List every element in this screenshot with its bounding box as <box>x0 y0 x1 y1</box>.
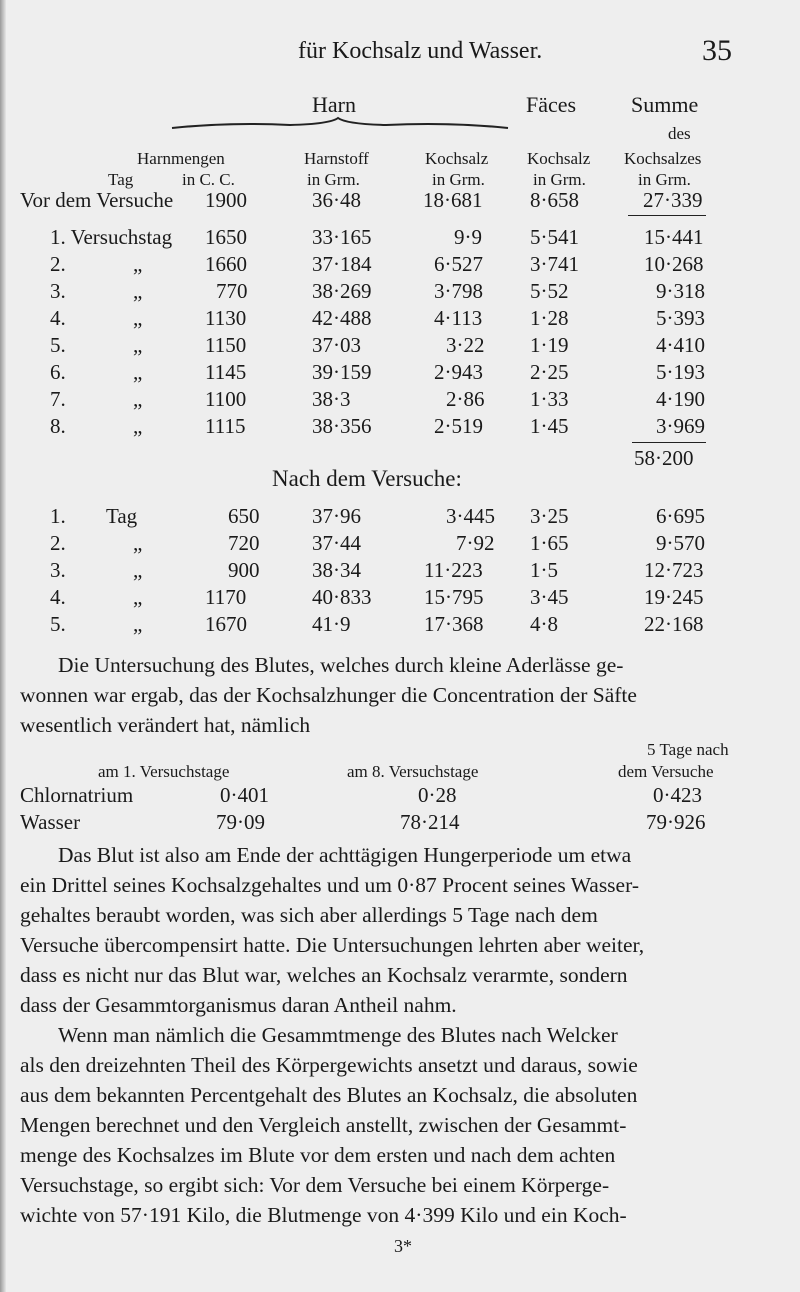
text-line: gehaltes beraubt worden, was sich aber allerdings 5 Tage nach dem <box>20 903 598 927</box>
col-header-in-cc: in C. C. <box>182 170 235 189</box>
underline-sum-total <box>632 442 706 443</box>
text-line: aus dem bekannten Percentgehalt des Blutes an Kochsalz, die absoluten <box>20 1083 638 1107</box>
col-header-tag: Tag <box>108 170 134 189</box>
row-label: 3. <box>50 279 66 303</box>
cell-summe: 19·245 <box>644 585 704 609</box>
text-line: wichte von 57·191 Kilo, die Blutmenge von 4·399 Kilo und ein Koch- <box>20 1203 627 1227</box>
cell-5tage: 79·926 <box>646 810 706 834</box>
row-label: Wasser <box>20 810 81 834</box>
cell-harnmengen: 1150 <box>205 333 247 357</box>
cell-summe: 22·168 <box>644 612 704 636</box>
cell-kochsalz: 2·86 <box>446 387 485 411</box>
running-title: für Kochsalz und Wasser. <box>298 38 543 64</box>
cell-harnstoff: 37·96 <box>312 504 361 528</box>
cell-harnmengen: 650 <box>228 504 260 528</box>
row-label: 8. <box>50 414 66 438</box>
text-line: Versuche übercompensirt hatte. Die Untersuchungen lehrten aber weiter, <box>20 933 645 957</box>
cell-faeces: 3·45 <box>530 585 569 609</box>
row-label: 4. <box>50 585 66 609</box>
after-heading: Nach dem Versuche: <box>272 466 462 491</box>
ditto-mark: „ <box>133 531 143 555</box>
row-tag: Tag <box>106 504 138 528</box>
cell-harnmengen: 1145 <box>205 360 247 384</box>
row-label: Chlornatrium <box>20 783 134 807</box>
cell-harnmengen: 1670 <box>205 612 247 636</box>
cell-kochsalz: 9·9 <box>454 225 482 249</box>
col-header-harnmengen: Harnmengen <box>137 149 225 168</box>
text-line: menge des Kochsalzes im Blute vor dem ersten und nach dem achten <box>20 1143 616 1167</box>
row-label: 5. <box>50 612 66 636</box>
blood-head-am1: am 1. Versuchstage <box>98 762 230 781</box>
text-line: Versuchstage, so ergibt sich: Vor dem Versuche bei einem Körperge- <box>20 1173 610 1197</box>
col-header-summe-unit: in Grm. <box>638 170 691 189</box>
cell-kochsalz: 17·368 <box>424 612 484 636</box>
cell-kochsalz: 4·113 <box>434 306 483 330</box>
row-label: 2. <box>50 531 66 555</box>
cell-summe: 27·339 <box>643 188 703 212</box>
cell-harnstoff: 33·165 <box>312 225 372 249</box>
cell-harnmengen: 1170 <box>205 585 247 609</box>
text-line: als den dreizehnten Theil des Körpergewichts ansetzt und daraus, sowie <box>20 1053 638 1077</box>
cell-kochsalz: 2·519 <box>434 414 483 438</box>
cell-harnstoff: 36·48 <box>312 188 361 212</box>
cell-am1: 79·09 <box>216 810 265 834</box>
row-label: 7. <box>50 387 66 411</box>
cell-faeces: 1·19 <box>530 333 569 357</box>
cell-kochsalz: 3·22 <box>446 333 485 357</box>
cell-faeces: 5·52 <box>530 279 569 303</box>
row-label: 1. <box>50 504 66 528</box>
cell-faeces: 2·25 <box>530 360 569 384</box>
cell-harnstoff: 37·03 <box>312 333 361 357</box>
cell-summe: 10·268 <box>644 252 704 276</box>
cell-harnstoff: 42·488 <box>312 306 372 330</box>
text-line: Mengen berechnet und den Vergleich anstellt, zwischen der Gesammt- <box>20 1113 627 1137</box>
ditto-mark: „ <box>133 387 143 411</box>
page-number: 35 <box>702 34 732 67</box>
col-header-harnstoff: Harnstoff <box>304 149 369 168</box>
cell-summe: 3·969 <box>656 414 705 438</box>
row-label: 1. Versuchstag <box>50 225 173 249</box>
text-line: wonnen war ergab, das der Kochsalzhunger die Concentration der Säfte <box>20 683 637 707</box>
col-header-summe-kochsalzes: Kochsalzes <box>624 149 702 168</box>
cell-faeces: 4·8 <box>530 612 558 636</box>
cell-faeces: 3·25 <box>530 504 569 528</box>
cell-faeces: 1·65 <box>530 531 569 555</box>
cell-harnstoff: 38·356 <box>312 414 372 438</box>
cell-faeces: 5·541 <box>530 225 579 249</box>
cell-faeces: 1·5 <box>530 558 558 582</box>
cell-harnstoff: 37·184 <box>312 252 372 276</box>
cell-summe: 5·393 <box>656 306 705 330</box>
trial-sum-total: 58·200 <box>634 446 694 470</box>
scan-edge <box>0 0 6 1292</box>
cell-kochsalz: 15·795 <box>424 585 484 609</box>
cell-am8: 0·28 <box>418 783 457 807</box>
cell-harnstoff: 40·833 <box>312 585 372 609</box>
cell-harnmengen: 1115 <box>205 414 246 438</box>
paragraph-1 <box>20 650 772 740</box>
cell-faeces: 3·741 <box>530 252 579 276</box>
cell-kochsalz: 18·681 <box>423 188 483 212</box>
row-label: 4. <box>50 306 66 330</box>
cell-harnmengen: 1900 <box>205 188 247 212</box>
col-header-faeces-unit: in Grm. <box>533 170 586 189</box>
row-label: 2. <box>50 252 66 276</box>
cell-summe: 9·570 <box>656 531 705 555</box>
cell-harnstoff: 38·34 <box>312 558 361 582</box>
cell-faeces: 1·28 <box>530 306 569 330</box>
row-label: 3. <box>50 558 66 582</box>
cell-summe: 15·441 <box>644 225 704 249</box>
text-line: Wenn man nämlich die Gesammtmenge des Blutes nach Welcker <box>58 1023 618 1047</box>
cell-kochsalz: 11·223 <box>424 558 483 582</box>
blood-head-5tage-2: dem Versuche <box>618 762 714 781</box>
ditto-mark: „ <box>133 279 143 303</box>
cell-am1: 0·401 <box>220 783 269 807</box>
row-label: 5. <box>50 333 66 357</box>
blood-head-5tage-1: 5 Tage nach <box>647 740 729 759</box>
paragraph-2 <box>20 840 772 1020</box>
text-line: dass der Gesammtorganismus daran Antheil nahm. <box>20 993 457 1017</box>
cell-harnstoff: 38·3 <box>312 387 351 411</box>
blood-head-am8: am 8. Versuchstage <box>347 762 479 781</box>
text-line: wesentlich verändert hat, nämlich <box>20 713 311 737</box>
text-line: dass es nicht nur das Blut war, welches an Kochsalz verarmte, sondern <box>20 963 628 987</box>
col-header-kochsalz: Kochsalz <box>425 149 489 168</box>
group-header-faeces: Fäces <box>526 92 577 117</box>
cell-harnmengen: 1100 <box>205 387 247 411</box>
underline-before-sum <box>628 215 706 216</box>
ditto-mark: „ <box>133 558 143 582</box>
harn-brace <box>170 116 510 132</box>
cell-am8: 78·214 <box>400 810 460 834</box>
cell-kochsalz: 6·527 <box>434 252 483 276</box>
cell-summe: 9·318 <box>656 279 705 303</box>
col-header-harnstoff-unit: in Grm. <box>307 170 360 189</box>
ditto-mark: „ <box>133 360 143 384</box>
cell-summe: 6·695 <box>656 504 705 528</box>
cell-harnstoff: 37·44 <box>312 531 361 555</box>
col-header-faeces-kochsalz: Kochsalz <box>527 149 591 168</box>
cell-summe: 5·193 <box>656 360 705 384</box>
cell-kochsalz: 3·798 <box>434 279 483 303</box>
group-header-summe: Summe <box>631 92 699 117</box>
row-label: Vor dem Versuche <box>20 188 174 212</box>
group-header-harn: Harn <box>312 92 356 117</box>
cell-harnmengen: 1130 <box>205 306 247 330</box>
ditto-mark: „ <box>133 585 143 609</box>
ditto-mark: „ <box>133 612 143 636</box>
cell-harnmengen: 1660 <box>205 252 247 276</box>
ditto-mark: „ <box>133 333 143 357</box>
paragraph-3 <box>20 1020 772 1230</box>
cell-harnmengen: 770 <box>216 279 248 303</box>
ditto-mark: „ <box>133 306 143 330</box>
text-line: Die Untersuchung des Blutes, welches durch kleine Aderlässe ge- <box>58 653 624 677</box>
cell-harnmengen: 720 <box>228 531 260 555</box>
cell-kochsalz: 7·92 <box>456 531 495 555</box>
cell-harnstoff: 38·269 <box>312 279 372 303</box>
cell-harnmengen: 1650 <box>205 225 247 249</box>
cell-faeces: 1·45 <box>530 414 569 438</box>
signature-mark: 3* <box>394 1236 412 1256</box>
cell-5tage: 0·423 <box>653 783 702 807</box>
text-line: ein Drittel seines Kochsalzgehaltes und um 0·87 Procent seines Wasser- <box>20 873 639 897</box>
cell-kochsalz: 2·943 <box>434 360 483 384</box>
cell-harnstoff: 41·9 <box>312 612 351 636</box>
cell-kochsalz: 3·445 <box>446 504 495 528</box>
cell-summe: 12·723 <box>644 558 704 582</box>
cell-harnmengen: 900 <box>228 558 260 582</box>
row-label: 6. <box>50 360 66 384</box>
cell-summe: 4·190 <box>656 387 705 411</box>
cell-summe: 4·410 <box>656 333 705 357</box>
ditto-mark: „ <box>133 252 143 276</box>
cell-faeces: 8·658 <box>530 188 579 212</box>
group-header-des: des <box>668 124 691 143</box>
col-header-kochsalz-unit: in Grm. <box>432 170 485 189</box>
ditto-mark: „ <box>133 414 143 438</box>
cell-harnstoff: 39·159 <box>312 360 372 384</box>
cell-faeces: 1·33 <box>530 387 569 411</box>
text-line: Das Blut ist also am Ende der achttägigen Hungerperiode um etwa <box>58 843 632 867</box>
